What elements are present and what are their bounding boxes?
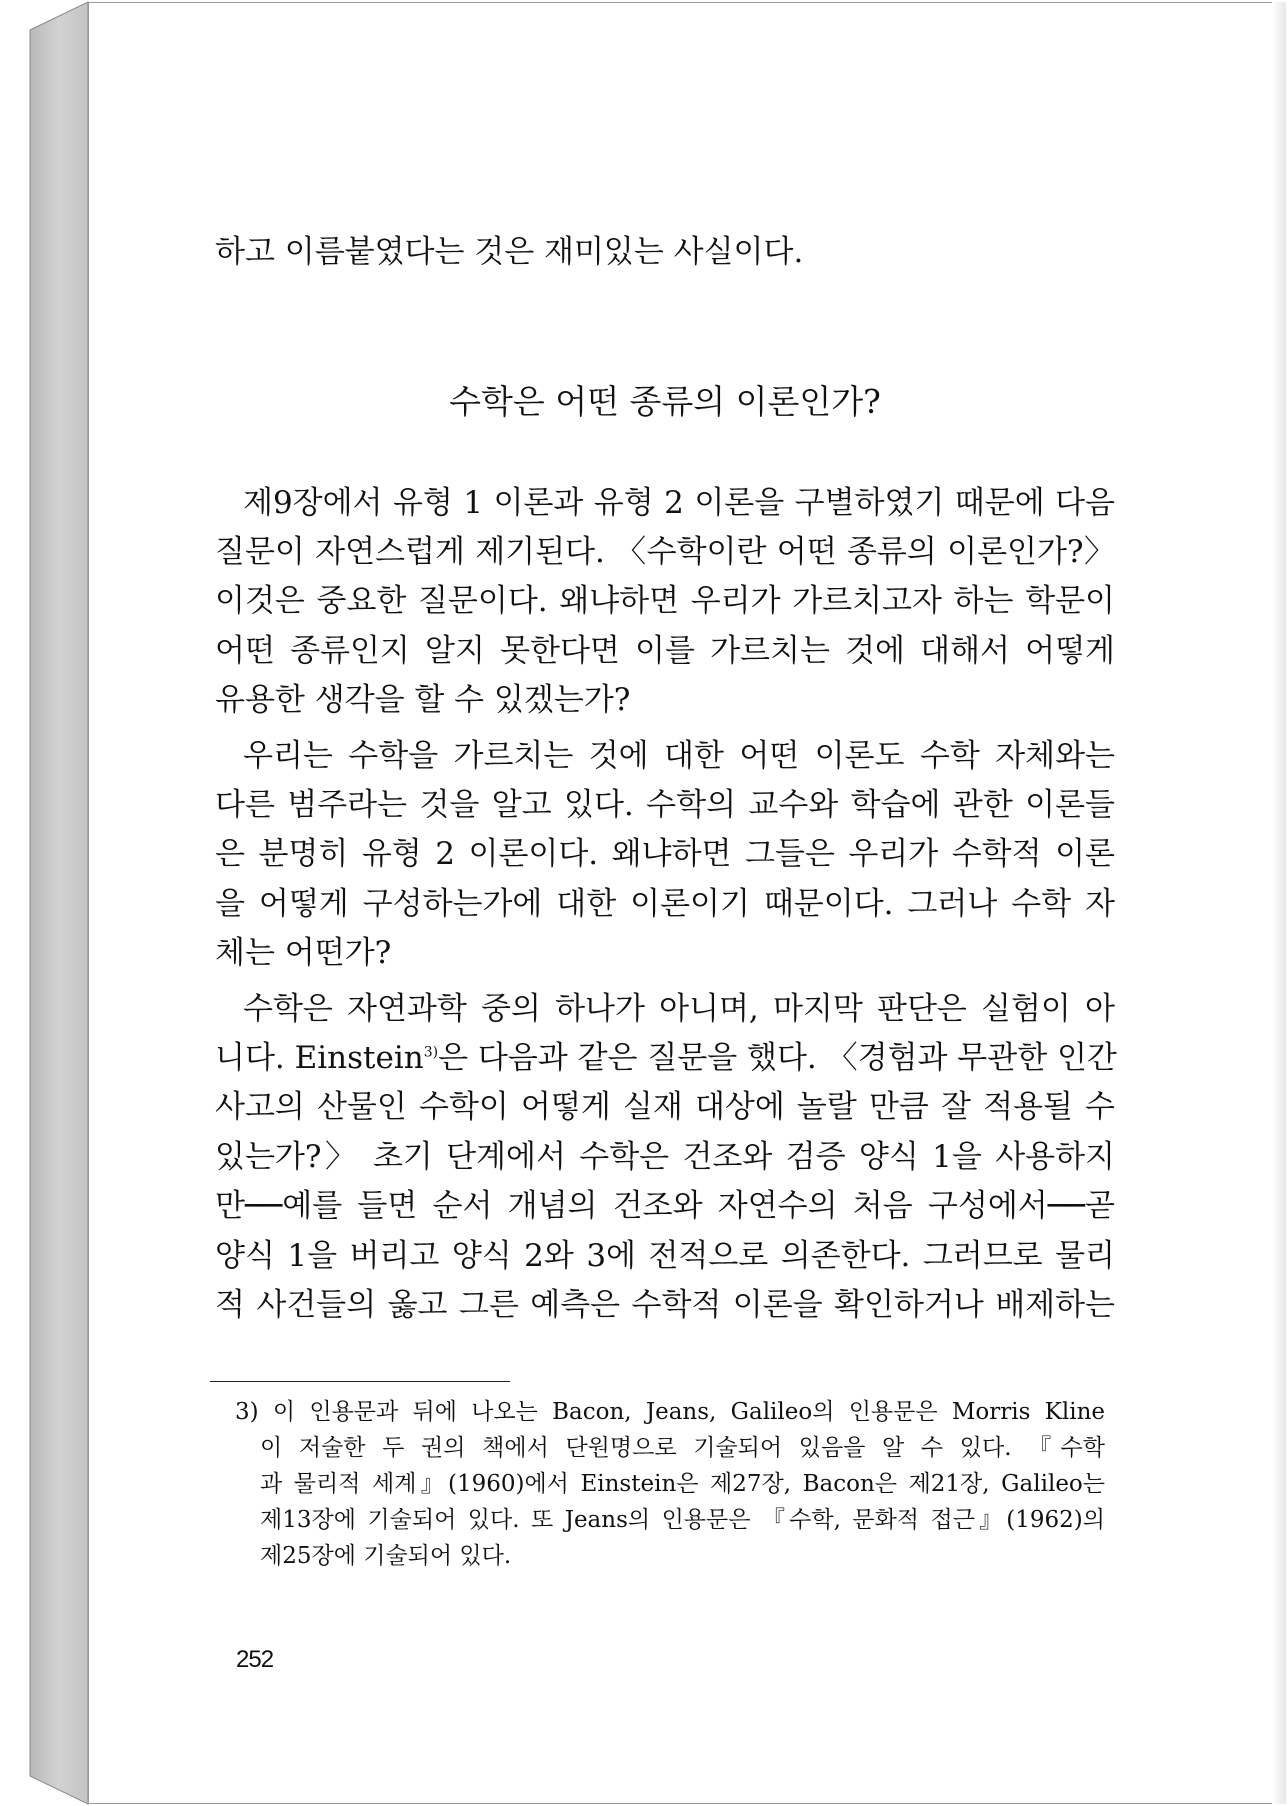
text-line: 수학은 자연과학 중의 하나가 아니며, 마지막 판단은 실험이 아 [243, 991, 1115, 1027]
text-line: 사고의 산물인 수학이 어떻게 실재 대상에 놀랄 만큼 잘 적용될 수 [215, 1089, 1115, 1125]
text-line: 적 사건들의 옳고 그른 예측은 수학적 이론을 확인하거나 배제하는 [215, 1287, 1115, 1323]
text-line: 양식 1을 버리고 양식 2와 3에 전적으로 의존한다. 그러므로 물리 [215, 1238, 1115, 1274]
text-line [215, 1038, 1115, 1078]
text-line: 유용한 생각을 할 수 있겠는가? [215, 682, 631, 718]
text-line: 있는가?〉 초기 단계에서 수학은 건조와 검증 양식 1을 사용하지 [215, 1139, 1115, 1175]
footnote-line: 이 저술한 두 권의 책에서 단원명으로 기술되어 있음을 알 수 있다. 『수학 [260, 1435, 1105, 1461]
text-line: 만──예를 들면 순서 개념의 건조와 자연수의 처음 구성에서──곧 [215, 1188, 1115, 1224]
text-span: 니다. Einstein [215, 1040, 424, 1076]
text-line: 질문이 자연스럽게 제기된다. 〈수학이란 어떤 종류의 이론인가?〉 [215, 534, 1115, 570]
text-line: 이것은 중요한 질문이다. 왜냐하면 우리가 가르치고자 하는 학문이 [215, 583, 1115, 619]
page [88, 2, 1286, 1804]
footnote-line: 제25장에 기술되어 있다. [260, 1543, 512, 1569]
text-line: 하고 이름붙였다는 것은 재미있는 사실이다. [215, 234, 804, 270]
text-line: 다른 범주라는 것을 알고 있다. 수학의 교수와 학습에 관한 이론들 [215, 787, 1115, 823]
footnote-ref[interactable]: 3) [423, 1044, 439, 1061]
text-line: 을 어떻게 구성하는가에 대한 이론이기 때문이다. 그러나 수학 자 [215, 886, 1115, 922]
text-line: 어떤 종류인지 알지 못한다면 이를 가르치는 것에 대해서 어떻게 [215, 633, 1115, 669]
footnote-line: 과 물리적 세계』(1960)에서 Einstein은 제27장, Bacon은 제21장, Galileo는 [260, 1471, 1105, 1497]
footnote-divider [210, 1381, 510, 1382]
text-span: 은 다음과 같은 질문을 했다. 〈경험과 무관한 인간 [438, 1040, 1117, 1076]
text-line: 체는 어떤가? [215, 935, 392, 971]
page-number: 252 [236, 1646, 274, 1673]
text-line: 우리는 수학을 가르치는 것에 대한 어떤 이론도 수학 자체와는 [243, 738, 1115, 774]
section-heading: 수학은 어떤 종류의 이론인가? [449, 382, 881, 421]
footnote-line: 제13장에 기술되어 있다. 또 Jeans의 인용문은 『수학, 문화적 접근』(1962)의 [260, 1507, 1105, 1533]
text-line: 제9장에서 유형 1 이론과 유형 2 이론을 구별하였기 때문에 다음 [243, 485, 1115, 521]
footnote-line: 3) 이 인용문과 뒤에 나오는 Bacon, Jeans, Galileo의 인용문은 Morris Kline [235, 1399, 1105, 1425]
page-edge [1272, 2, 1286, 1804]
text-line: 은 분명히 유형 2 이론이다. 왜냐하면 그들은 우리가 수학적 이론 [215, 836, 1115, 872]
